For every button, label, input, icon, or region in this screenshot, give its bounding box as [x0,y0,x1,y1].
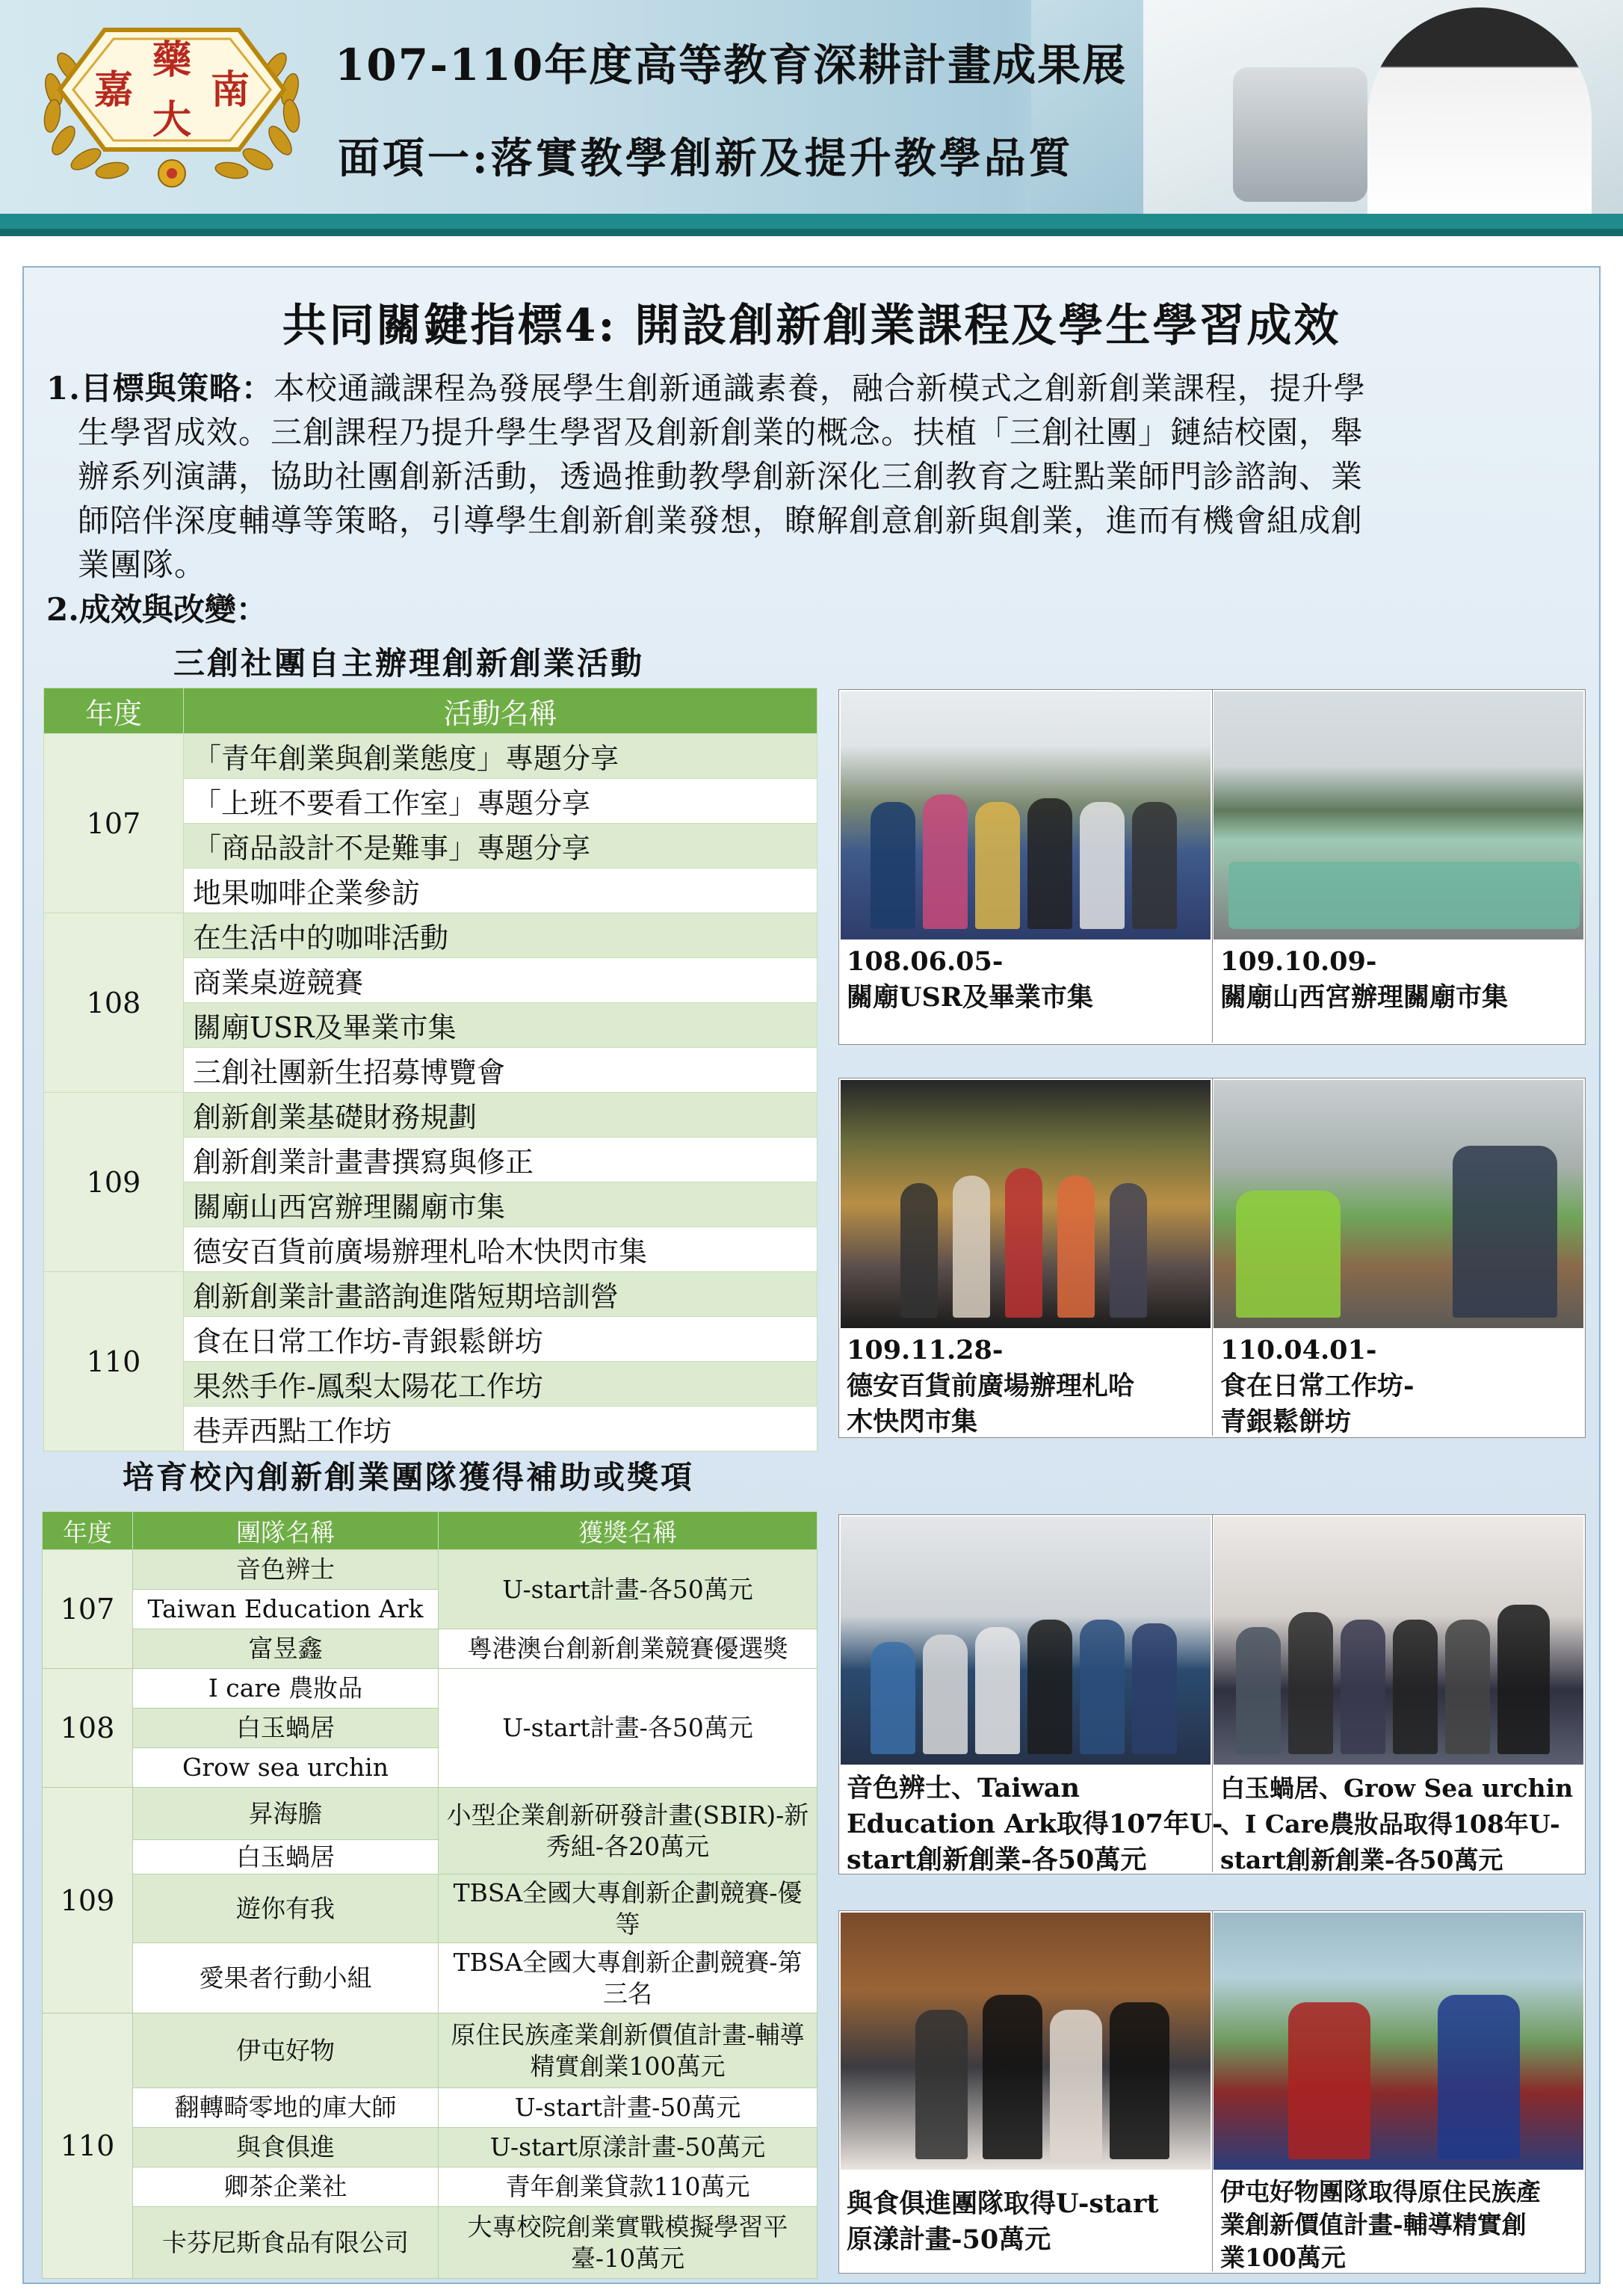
table-header-team: 團隊名稱 [133,1512,439,1550]
team-cell: 音色辨士 [133,1550,439,1590]
activity-cell: 創新創業計畫諮詢進階短期培訓營 [184,1272,817,1317]
award-cell: 小型企業創新研發計畫(SBIR)-新秀組-各20萬元 [439,1788,817,1874]
team-cell: 愛果者行動小組 [133,1943,439,2013]
team-cell: Grow sea urchin [133,1748,439,1788]
activities-subtitle: 三創社團自主辦理創新創業活動 [173,645,645,682]
activity-cell: 創新創業計畫書撰寫與修正 [184,1138,817,1182]
activity-cell: 創新創業基礎財務規劃 [184,1093,817,1138]
team-cell: 白玉蝸居 [133,1840,439,1874]
photo-pancake-workshop [1214,1080,1583,1328]
photo-caption-5-line2: Education Ark取得107年U- [847,1809,1223,1839]
year-cell: 107 [43,1550,133,1669]
activity-cell: 關廟山西宮辦理關廟市集 [184,1182,817,1227]
goals-line-3: 辦系列演講，協助社團創新活動，透過推動教學創新深化三創教育之駐點業師門診諮詢、業 [78,458,1364,495]
photo-caption-8-line3: 業100萬元 [1220,2243,1346,2272]
photo-grid-4 [838,1910,1586,2274]
team-cell: 卡芬尼斯食品有限公司 [133,2207,439,2279]
photo-caption-5-line3: start創新創業-各50萬元 [847,1845,1147,1875]
year-cell: 108 [44,913,184,1093]
photo-ustart-108-teams [1214,1516,1583,1765]
photo-grid-3 [838,1514,1586,1874]
year-cell: 110 [44,1272,184,1451]
photo-grid-2 [838,1078,1586,1438]
goals-line-5: 業團隊。 [78,546,207,583]
photo-temple-market [1214,691,1583,939]
photo-divider [1212,1078,1213,1436]
year-cell: 110 [43,2013,133,2279]
team-cell: Taiwan Education Ark [133,1590,439,1629]
award-cell: 粵港澳台創新創業競賽優選獎 [439,1629,817,1669]
photo-market-usr [841,691,1211,939]
team-cell: 伊屯好物 [133,2013,439,2088]
photo-caption-3-date: 109.11.28- [847,1335,1004,1365]
photo-caption-1-date: 108.06.05- [847,946,1004,977]
awards-table [42,1511,817,2279]
activity-cell: 「商品設計不是難事」專題分享 [184,824,817,868]
awards-subtitle: 培育校內創新創業團隊獲得補助或獎項 [123,1459,695,1496]
photo-caption-8-line2: 業創新價值計畫-輔導精實創 [1220,2210,1527,2239]
photo-caption-7-line2: 原漾計畫-50萬元 [847,2224,1051,2255]
goals-label: 1.目標與策略： [46,370,273,407]
photo-caption-6-line3: start創新創業-各50萬元 [1220,1845,1503,1874]
photo-indigenous-booth [1214,1913,1583,2170]
award-cell: 青年創業貸款110萬元 [439,2167,817,2207]
table-header-award: 獲獎名稱 [439,1512,817,1550]
goals-line-4: 師陪伴深度輔導等策略，引導學生創新創業發想，瞭解創意創新與創業，進而有機會組成創 [78,502,1364,539]
award-cell: TBSA全國大專創新企劃競賽-第三名 [439,1943,817,2013]
logo-char-nan: 南 [210,67,250,113]
year-cell: 109 [43,1788,133,2013]
photo-ustart-yuanyang [841,1913,1211,2170]
photo-divider [1212,690,1213,1043]
year-cell: 109 [44,1093,184,1272]
activity-cell: 德安百貨前廣場辦理札哈木快閃市集 [184,1227,817,1272]
photo-caption-3-text: 德安百貨前廣場辦理札哈 [847,1371,1135,1401]
goals-paragraph [46,366,1587,587]
goals-line-2: 生學習成效。三創課程乃提升學生學習及創新創業的概念。扶植「三創社團」鏈結校園，舉 [78,414,1364,451]
award-cell: U-start計畫-各50萬元 [439,1669,817,1788]
table-header-year: 年度 [44,688,184,734]
activities-table [43,688,817,1451]
activity-cell: 食在日常工作坊-青銀鬆餅坊 [184,1317,817,1362]
photo-caption-2-text: 關廟山西宮辦理關廟市集 [1220,982,1509,1013]
activity-cell: 在生活中的咖啡活動 [184,913,817,958]
photo-ustart-107-teams [841,1516,1211,1765]
results-heading: 2.成效與改變： [46,591,268,628]
table-header-activity: 活動名稱 [184,688,817,734]
year-cell: 107 [44,734,184,913]
photo-caption-8-line1: 伊屯好物團隊取得原住民族產 [1220,2177,1541,2206]
team-cell: 遊你有我 [133,1874,439,1943]
goals-line-1: 本校通識課程為發展學生創新通識素養，融合新模式之創新創業課程，提升學 [273,370,1366,407]
lab-scientist-photo [1143,0,1623,217]
award-cell: U-start計畫-各50萬元 [439,1550,817,1629]
photo-grid-1 [838,689,1586,1045]
year-cell: 108 [43,1669,133,1788]
logo-char-yao: 藥 [152,37,192,83]
activity-cell: 「上班不要看工作室」專題分享 [184,779,817,824]
banner-title-line1: 107-110年度高等教育深耕計畫成果展 [335,40,1128,90]
team-cell: 卿茶企業社 [133,2167,439,2207]
activity-cell: 「青年創業與創業態度」專題分享 [184,734,817,779]
activity-cell: 地果咖啡企業參訪 [184,868,817,913]
photo-caption-6-line1: 白玉蝸居、Grow Sea urchin [1220,1774,1574,1803]
photo-caption-4-text2: 青銀鬆餅坊 [1220,1407,1352,1437]
team-cell: 昇海膽 [133,1788,439,1840]
photo-caption-3-text2: 木快閃市集 [847,1407,978,1437]
logo-char-jia: 嘉 [93,67,134,113]
photo-zahamu-market [841,1080,1211,1328]
photo-caption-1-text: 關廟USR及畢業市集 [847,982,1093,1013]
microscope-shape [1233,67,1367,202]
team-cell: 富昱鑫 [133,1629,439,1669]
activity-cell: 果然手作-鳳梨太陽花工作坊 [184,1362,817,1407]
banner [0,0,1623,217]
activity-cell: 商業桌遊競賽 [184,958,817,1003]
award-cell: U-start原漾計畫-50萬元 [439,2128,817,2167]
activity-cell: 關廟USR及畢業市集 [184,1003,817,1048]
photo-divider [1212,1911,1213,2271]
photo-caption-2-date: 109.10.09- [1220,946,1377,977]
banner-stripe-dark [0,229,1623,236]
photo-caption-4-date: 110.04.01- [1220,1335,1377,1365]
activity-cell: 三創社團新生招募博覽會 [184,1048,817,1093]
photo-caption-4-text: 食在日常工作坊- [1220,1371,1415,1401]
photo-caption-6-line2: 、I Care農妝品取得108年U- [1220,1809,1560,1839]
indicator-title: 共同關鍵指標4: 開設創新創業課程及學生學習成效 [282,300,1341,352]
photo-caption-5-line1: 音色辨士、Taiwan [847,1773,1080,1803]
award-cell: 原住民族產業創新價值計畫-輔導精實創業100萬元 [439,2013,817,2088]
award-cell: 大專校院創業實戰模擬學習平臺-10萬元 [439,2207,817,2279]
photo-caption-7-line1: 與食俱進團隊取得U-start [847,2188,1159,2219]
university-logo [22,15,321,194]
team-cell: 翻轉畸零地的庫大師 [133,2088,439,2128]
activity-cell: 巷弄西點工作坊 [184,1407,817,1451]
team-cell: I care 農妝品 [133,1669,439,1709]
banner-title-line2: 面項一:落實教學創新及提升教學品質 [338,134,1074,183]
team-cell: 白玉蝸居 [133,1709,439,1748]
scientist-shape [1367,7,1592,217]
award-cell: U-start計畫-50萬元 [439,2088,817,2128]
team-cell: 與食俱進 [133,2128,439,2167]
table-header-year: 年度 [43,1512,133,1550]
award-cell: TBSA全國大專創新企劃競賽-優等 [439,1874,817,1943]
logo-char-da: 大 [152,97,192,143]
